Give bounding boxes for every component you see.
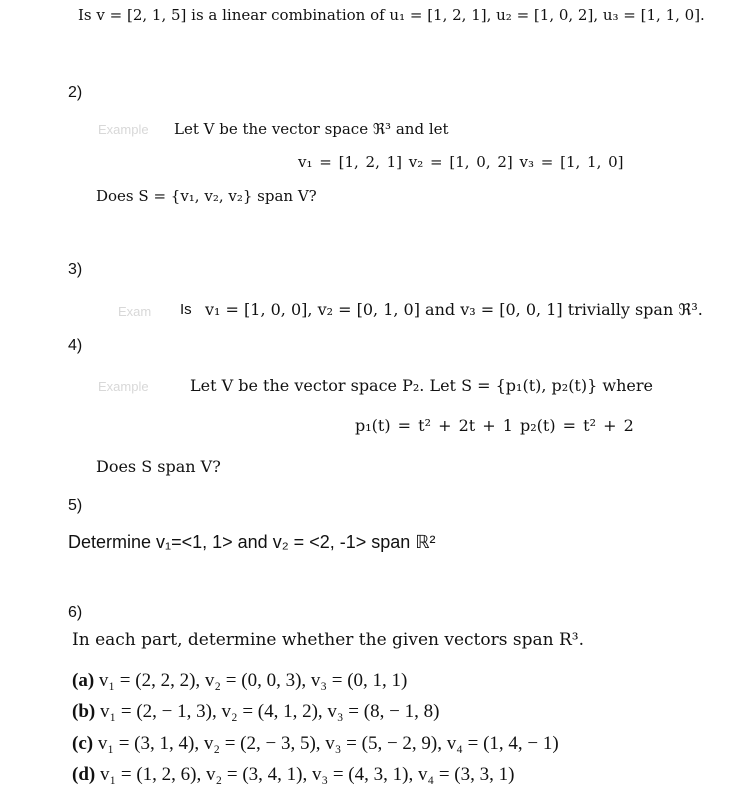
q6-part-a-label: (a) xyxy=(72,670,95,691)
q6-part-c xyxy=(72,733,559,755)
q6-part-d-label: (d) xyxy=(72,764,96,785)
q3-prefix: Is xyxy=(180,301,192,318)
q4-faded-label: Example xyxy=(98,379,149,394)
q4-polys: p₁(t) = t² + 2t + 1 p₂(t) = t² + 2 xyxy=(355,416,634,435)
q6-part-d xyxy=(72,764,514,786)
q6-part-d-text: v₁ = (1, 2, 6), v₂ = (3, 4, 1), v₃ = (4, 3, 1), v₄ = (3, 3, 1) xyxy=(99,764,515,785)
q5-text: Determine v₁=<1, 1> and v₂ = <2, -1> span ℝ² xyxy=(68,532,436,552)
q3-faded-label: Exam xyxy=(118,304,152,319)
q5-number: 5) xyxy=(68,497,83,514)
q1-text: Is v = [2, 1, 5] is a linear combination of u₁ = [1, 2, 1], u₂ = [1, 0, 2], u₃ = [1, 1, 0]. xyxy=(78,6,705,24)
q2-number: 2) xyxy=(68,84,83,101)
q6-part-a xyxy=(72,670,407,692)
q6-part-b-text: v₁ = (2, − 1, 3), v₂ = (4, 1, 2), v₃ = (8, − 1, 8) xyxy=(99,701,440,722)
q6-part-b-label: (b) xyxy=(72,701,96,722)
q2-question: Does S = {v₁, v₂, v₂} span V? xyxy=(96,187,317,205)
q6-part-b xyxy=(72,701,439,723)
q4-question: Does S span V? xyxy=(96,457,221,476)
q3-number: 3) xyxy=(68,261,83,278)
q2-faded-label: Example xyxy=(98,122,149,137)
q3-text: v₁ = [1, 0, 0], v₂ = [0, 1, 0] and v₃ = [0, 0, 1] trivially span ℜ³. xyxy=(205,300,703,319)
q6-part-c-label: (c) xyxy=(72,733,94,754)
q6-number: 6) xyxy=(68,604,83,621)
q4-intro: Let V be the vector space P₂. Let S = {p₁(t), p₂(t)} where xyxy=(190,376,653,395)
q6-part-a-text: v₁ = (2, 2, 2), v₂ = (0, 0, 3), v₃ = (0, 1, 1) xyxy=(98,670,408,691)
q6-intro: In each part, determine whether the given vectors span R³. xyxy=(72,630,584,650)
q2-intro: Let V be the vector space ℜ³ and let xyxy=(174,120,449,138)
q2-vectors: v₁ = [1, 2, 1] v₂ = [1, 0, 2] v₃ = [1, 1, 0] xyxy=(298,153,624,171)
q6-part-c-text: v₁ = (3, 1, 4), v₂ = (2, − 3, 5), v₃ = (5, − 2, 9), v₄ = (1, 4, − 1) xyxy=(97,733,559,754)
q4-number: 4) xyxy=(68,337,83,354)
